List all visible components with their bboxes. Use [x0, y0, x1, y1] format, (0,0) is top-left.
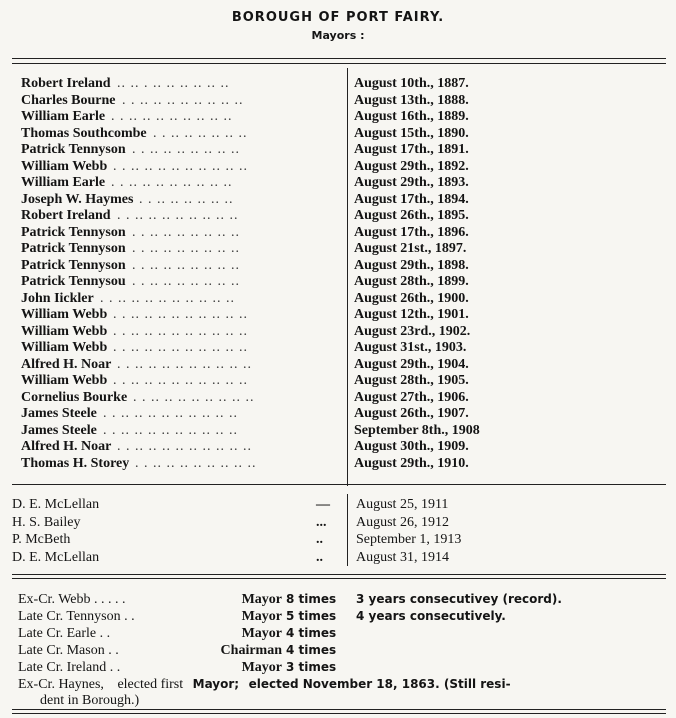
haynes-mayor: Mayor; — [192, 677, 240, 691]
mayor-date: August 26th., 1895. — [354, 208, 469, 223]
later-mayor-name: H. S. Bailey — [12, 514, 81, 530]
leader-dots: . . .. .. .. .. .. .. — [139, 191, 234, 207]
mayor-row — [0, 423, 676, 439]
mayor-row — [0, 225, 676, 241]
record-row — [0, 643, 676, 660]
mayor-name: Thomas H. Storey — [21, 455, 130, 471]
mayor-row — [0, 340, 676, 356]
leader-dots: . . .. .. .. .. .. .. .. .. .. — [113, 373, 248, 388]
mayor-date: August 27th., 1906. — [354, 389, 469, 405]
record-note: 4 years consecutively. — [356, 609, 506, 623]
leader-dots: . . .. .. .. .. .. .. .. .. .. — [113, 307, 248, 322]
record-times: 8 times — [286, 592, 337, 606]
mayor-row — [0, 373, 676, 389]
top-rule — [12, 58, 666, 59]
leader-dots: . . .. .. .. .. .. .. .. .. — [135, 455, 257, 471]
record-councillor: Late Cr. Mason . . — [18, 643, 119, 658]
leader-dots: . . .. .. .. .. .. .. .. — [132, 241, 240, 256]
leader-dots: . . .. .. .. .. .. .. .. .. — [133, 389, 255, 405]
mayor-row — [0, 390, 676, 406]
haynes-line — [0, 677, 676, 694]
mayor-row — [0, 241, 676, 257]
mayor-row — [0, 274, 676, 290]
later-mayor-date: August 25, 1911 — [356, 497, 449, 512]
leader-mark: — — [316, 497, 330, 512]
mayor-name: James Steele — [21, 422, 97, 438]
mayor-row — [0, 324, 676, 340]
mayor-date: August 29th., 1898. — [354, 257, 469, 273]
page-title: BOROUGH OF PORT FAIRY. — [231, 10, 445, 25]
mayor-name: Patrick Tennyson — [21, 224, 126, 240]
mayor-row — [0, 142, 676, 158]
later-mayor-row — [0, 532, 676, 549]
mayor-row — [0, 109, 676, 125]
leader-dots: . . .. .. .. .. .. .. .. .. .. — [100, 290, 235, 306]
mayor-row — [0, 357, 676, 373]
leader-dots: . . .. .. .. .. .. .. .. — [132, 274, 240, 289]
bottom-rule-2 — [12, 713, 666, 714]
leader-dots: . . .. .. .. .. .. .. .. — [132, 224, 240, 240]
leader-dots: . . .. .. .. .. .. .. .. .. .. — [117, 356, 252, 372]
record-times: 4 times — [286, 626, 337, 640]
mayor-date: August 30th., 1909. — [354, 439, 469, 454]
mayor-row — [0, 307, 676, 323]
mayor-name: Patrick Tennyson — [21, 257, 126, 273]
mayor-row — [0, 291, 676, 307]
mayor-date: August 28th., 1905. — [354, 373, 469, 388]
mayor-date: August 29th., 1892. — [354, 158, 469, 174]
mayor-name: Thomas Southcombe — [21, 125, 147, 141]
mayor-row — [0, 126, 676, 142]
later-mayor-row — [0, 515, 676, 532]
later-mayor-name: D. E. McLellan — [12, 497, 100, 512]
mayor-name: William Earle — [21, 175, 106, 190]
mayor-name: James Steele — [21, 406, 97, 421]
mayor-date: August 15th., 1890. — [354, 125, 469, 141]
record-note: 3 years consecutivey (record). — [356, 592, 562, 606]
later-mayor-row — [0, 550, 676, 567]
mayor-name: William Webb — [21, 340, 108, 355]
leader-dots: . . .. .. .. .. .. .. .. .. — [111, 175, 233, 190]
haynes-rest: elected November 18, 1863. (Still resi- — [248, 677, 511, 691]
later-mayor-date: August 31, 1914 — [356, 549, 449, 565]
mayor-name: William Earle — [21, 109, 106, 124]
mayor-date: August 28th., 1899. — [354, 274, 469, 289]
records-top-rule — [12, 574, 666, 575]
later-mayor-date: September 1, 1913 — [356, 532, 462, 547]
leader-dots: . . .. .. .. .. .. .. .. .. — [111, 109, 233, 124]
leader-mark: .. — [316, 532, 323, 547]
leader-dots: .. .. . .. .. .. .. .. .. — [117, 76, 230, 91]
mid-rule — [12, 484, 666, 485]
mayor-name: Alfred H. Noar — [21, 439, 112, 454]
mayor-date: August 29th., 1893. — [354, 175, 469, 190]
mayor-date: August 26th., 1907. — [354, 406, 469, 421]
haynes-elected: elected first — [117, 677, 184, 692]
mayor-row — [0, 192, 676, 208]
records-top-rule-2 — [12, 578, 666, 579]
mayor-date: August 31st., 1903. — [354, 340, 467, 355]
mayor-name: Patrick Tennyson — [21, 241, 126, 256]
mayor-name: William Webb — [21, 307, 108, 322]
record-councillor: Late Cr. Tennyson . . — [18, 609, 135, 624]
later-mayor-date: August 26, 1912 — [356, 514, 449, 530]
mayor-name: Cornelius Bourke — [21, 389, 128, 405]
record-office: Mayor — [241, 609, 282, 624]
mayor-name: Robert Ireland — [21, 76, 111, 91]
mayor-name: Joseph W. Haymes — [21, 191, 134, 207]
mayor-name: Robert Ireland — [21, 208, 111, 223]
mayor-date: August 16th., 1889. — [354, 109, 469, 124]
mayor-row — [0, 76, 676, 92]
mayor-name: William Webb — [21, 373, 108, 388]
leader-dots: . . .. .. .. .. .. .. .. .. .. — [113, 340, 248, 355]
mayor-row — [0, 208, 676, 224]
mayor-date: August 21st., 1897. — [354, 241, 467, 256]
mayor-row — [0, 93, 676, 109]
mayor-date: August 12th., 1901. — [354, 307, 469, 322]
mayor-name: Patrick Tennyson — [21, 142, 126, 157]
mayor-date: August 17th., 1896. — [354, 224, 469, 240]
page-subtitle: Mayors : — [311, 29, 365, 42]
mayor-row — [0, 406, 676, 422]
mayor-date: August 13th., 1888. — [354, 92, 469, 108]
mayor-name: Alfred H. Noar — [21, 356, 112, 372]
mayor-date: August 17th., 1894. — [354, 191, 469, 207]
mayor-name: William Webb — [21, 158, 108, 174]
mayor-row — [0, 159, 676, 175]
record-times: 4 times — [286, 643, 337, 657]
mayor-date: August 29th., 1910. — [354, 455, 469, 471]
leader-dots: . . .. .. .. .. .. .. .. — [132, 257, 240, 273]
mayor-date: August 26th., 1900. — [354, 290, 469, 306]
bottom-rule — [12, 709, 666, 710]
mayor-name: John Iickler — [21, 290, 94, 306]
record-office: Mayor — [241, 626, 282, 641]
record-councillor: Late Cr. Ireland . . — [18, 660, 121, 675]
mayor-date: August 10th., 1887. — [354, 76, 469, 91]
mayor-row — [0, 258, 676, 274]
leader-mark: .. — [316, 549, 323, 565]
mayor-row — [0, 456, 676, 472]
mayor-date: August 23rd., 1902. — [354, 323, 471, 339]
mayor-date: September 8th., 1908 — [354, 422, 480, 438]
record-row — [0, 592, 676, 609]
mayor-row — [0, 175, 676, 191]
record-times: 3 times — [286, 660, 337, 674]
mayor-date: August 17th., 1891. — [354, 142, 469, 157]
record-times: 5 times — [286, 609, 337, 623]
record-councillor: Ex-Cr. Webb . . . . . — [18, 592, 126, 607]
leader-dots: . . .. .. .. .. .. .. .. .. .. — [113, 158, 248, 174]
record-row — [0, 626, 676, 643]
leader-dots: . . .. .. .. .. .. .. — [153, 125, 248, 141]
mayor-name: Charles Bourne — [21, 92, 116, 108]
mayor-date: August 29th., 1904. — [354, 356, 469, 372]
record-office: Mayor — [241, 660, 282, 675]
leader-dots: . . .. .. .. .. .. .. .. .. .. — [103, 406, 238, 421]
haynes-continuation-line — [0, 693, 676, 710]
mayor-name: Patrick Tennysou — [21, 274, 126, 289]
leader-dots: . . .. .. .. .. .. .. .. .. — [122, 92, 244, 108]
later-mayor-name: D. E. McLellan — [12, 549, 100, 565]
record-row — [0, 609, 676, 626]
top-rule-2 — [12, 63, 666, 64]
leader-dots: . . .. .. .. .. .. .. .. — [132, 142, 240, 157]
later-mayor-name: P. McBeth — [12, 532, 71, 547]
record-office: Mayor — [241, 592, 282, 607]
record-office: Chairman — [220, 643, 282, 658]
leader-mark: ... — [316, 514, 327, 530]
mayor-row — [0, 439, 676, 455]
mayor-name: William Webb — [21, 323, 108, 339]
haynes-lead: Ex-Cr. Haynes, — [18, 677, 104, 692]
haynes-continuation: dent in Borough.) — [40, 693, 140, 708]
leader-dots: . . .. .. .. .. .. .. .. .. .. — [113, 323, 248, 339]
leader-dots: . . .. .. .. .. .. .. .. .. .. — [117, 439, 252, 454]
leader-dots: . . .. .. .. .. .. .. .. .. — [117, 208, 239, 223]
record-row — [0, 660, 676, 677]
record-councillor: Late Cr. Earle . . — [18, 626, 111, 641]
later-mayor-row — [0, 497, 676, 514]
leader-dots: . . .. .. .. .. .. .. .. .. .. — [103, 422, 238, 438]
